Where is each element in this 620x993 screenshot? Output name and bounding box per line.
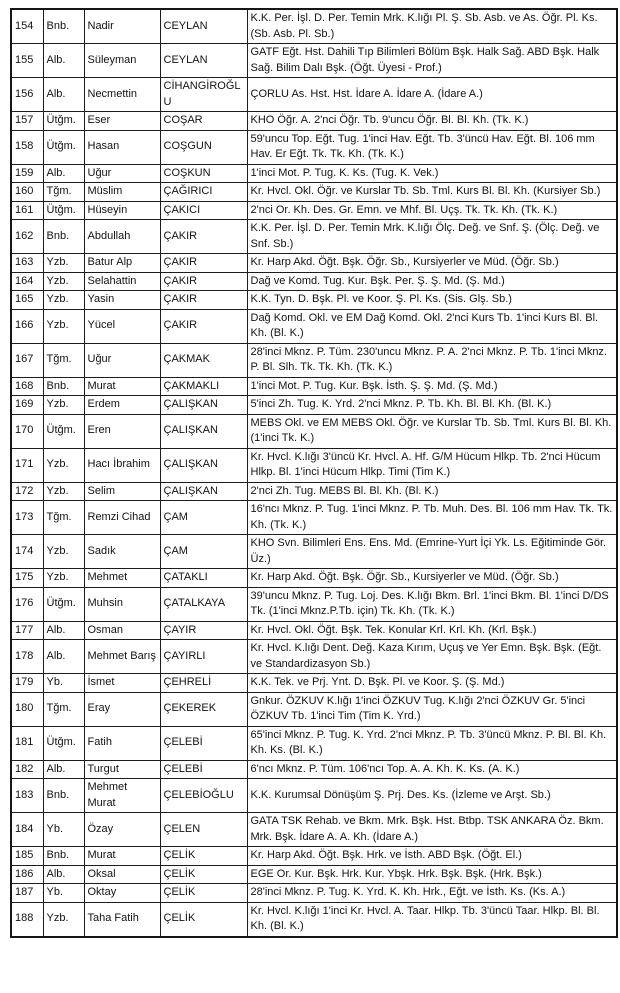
assignment-cell: K.K. Per. İşl. D. Per. Temin Mrk. K.lığı Pl. Ş. Sb. Asb. ve As. Öğr. Pl. Ks. (Sb. Asb. Pl. Sb.) xyxy=(247,9,617,44)
rank-cell: Alb. xyxy=(43,640,84,674)
assignment-cell: 28'inci Mknz. P. Tüm. 230'uncu Mknz. P. A. 2'nci Mknz. P. Tb. 1'inci Mknz. P. Bl. Slh. Tk. Tk. Kh. (Tk. K.) xyxy=(247,343,617,377)
rank-cell: Ütğm. xyxy=(43,201,84,220)
table-row xyxy=(11,813,617,847)
table-row xyxy=(11,9,617,44)
last-name-cell: COŞAR xyxy=(160,112,247,131)
rank-cell: Alb. xyxy=(43,164,84,183)
table-row xyxy=(11,448,617,482)
first-name-cell: Yasin xyxy=(84,291,160,310)
rank-cell: Yzb. xyxy=(43,254,84,273)
table-row xyxy=(11,621,617,640)
assignment-cell: K.K. Per. İşl. D. Per. Temin Mrk. K.lığı Ölç. Değ. ve Snf. Ş. (Ölç. Değ. ve Snf. Sb.) xyxy=(247,220,617,254)
rank-cell: Yzb. xyxy=(43,569,84,588)
assignment-cell: K.K. Tek. ve Prj. Ynt. D. Bşk. Pl. ve Koor. Ş. (Ş. Md.) xyxy=(247,674,617,693)
table-row xyxy=(11,201,617,220)
row-number-cell: 174 xyxy=(11,535,43,569)
first-name-cell: Selim xyxy=(84,482,160,501)
last-name-cell: ÇAM xyxy=(160,501,247,535)
row-number-cell: 159 xyxy=(11,164,43,183)
first-name-cell: Oktay xyxy=(84,884,160,903)
table-row xyxy=(11,569,617,588)
last-name-cell: ÇELEN xyxy=(160,813,247,847)
rank-cell: Yzb. xyxy=(43,482,84,501)
first-name-cell: Mehmet xyxy=(84,569,160,588)
row-number-cell: 186 xyxy=(11,865,43,884)
assignment-cell: 2'nci Or. Kh. Des. Gr. Emn. ve Mhf. Bl. Uçş. Tk. Tk. Kh. (Tk. K.) xyxy=(247,201,617,220)
assignment-cell: Kr. Harp Akd. Öğt. Bşk. Öğr. Sb., Kursiyerler ve Müd. (Öğr. Sb.) xyxy=(247,254,617,273)
last-name-cell: ÇATAKLI xyxy=(160,569,247,588)
assignment-cell: 5'inci Zh. Tug. K. Yrd. 2'nci Mknz. P. Tb. Kh. Bl. Bl. Kh. (Bl. K.) xyxy=(247,396,617,415)
last-name-cell: ÇAKIR xyxy=(160,272,247,291)
table-row xyxy=(11,847,617,866)
rank-cell: Bnb. xyxy=(43,847,84,866)
last-name-cell: CİHANGİROĞLU xyxy=(160,78,247,112)
table-row xyxy=(11,501,617,535)
row-number-cell: 178 xyxy=(11,640,43,674)
assignment-cell: GATF Eğt. Hst. Dahili Tıp Bilimleri Bölüm Bşk. Halk Sağ. ABD Bşk. Halk Sağ. Bilim Dalı Bşk. (Öğt. Üyesi - Prof.) xyxy=(247,44,617,78)
last-name-cell: ÇAYIRLI xyxy=(160,640,247,674)
table-row xyxy=(11,726,617,760)
assignment-cell: 65'inci Mknz. P. Tug. K. Yrd. 2'nci Mknz. P. Tb. 3'üncü Mknz. P. Bl. Bl. Kh. Kh. Ks. (Bl. K.) xyxy=(247,726,617,760)
assignment-cell: Kr. Harp Akd. Öğt. Bşk. Öğr. Sb., Kursiyerler ve Müd. (Öğr. Sb.) xyxy=(247,569,617,588)
last-name-cell: ÇELİK xyxy=(160,847,247,866)
assignment-cell: 28'inci Mknz. P. Tug. K. Yrd. K. Kh. Hrk., Eğt. ve İsth. Ks. (Ks. A.) xyxy=(247,884,617,903)
first-name-cell: Murat xyxy=(84,847,160,866)
last-name-cell: ÇALIŞKAN xyxy=(160,396,247,415)
rank-cell: Yzb. xyxy=(43,535,84,569)
rank-cell: Alb. xyxy=(43,44,84,78)
first-name-cell: Mehmet Murat xyxy=(84,779,160,813)
row-number-cell: 165 xyxy=(11,291,43,310)
first-name-cell: Remzi Cihad xyxy=(84,501,160,535)
last-name-cell: ÇAKIR xyxy=(160,309,247,343)
first-name-cell: Taha Fatih xyxy=(84,902,160,937)
last-name-cell: ÇAKIR xyxy=(160,291,247,310)
rank-cell: Tğm. xyxy=(43,343,84,377)
table-row xyxy=(11,396,617,415)
row-number-cell: 180 xyxy=(11,692,43,726)
assignment-cell: 16'ncı Mknz. P. Tug. 1'inci Mknz. P. Tb. Muh. Des. Bl. 106 mm Hav. Tk. Tk. Kh. (Tk. K.) xyxy=(247,501,617,535)
table-row xyxy=(11,44,617,78)
table-row xyxy=(11,779,617,813)
first-name-cell: Nadir xyxy=(84,9,160,44)
assignment-cell: K.K. Kurumsal Dönüşüm Ş. Prj. Des. Ks. (İzleme ve Arşt. Sb.) xyxy=(247,779,617,813)
last-name-cell: ÇATALKAYA xyxy=(160,587,247,621)
row-number-cell: 171 xyxy=(11,448,43,482)
first-name-cell: Yücel xyxy=(84,309,160,343)
row-number-cell: 176 xyxy=(11,587,43,621)
row-number-cell: 168 xyxy=(11,377,43,396)
first-name-cell: Abdullah xyxy=(84,220,160,254)
table-row xyxy=(11,884,617,903)
assignment-cell: Gnkur. ÖZKUV K.lığı 1'inci ÖZKUV Tug. K.lığı 2'nci ÖZKUV Gr. 5'inci ÖZKUV Tb. 1'inci Tim (Tim K. Yrd.) xyxy=(247,692,617,726)
rank-cell: Tğm. xyxy=(43,183,84,202)
last-name-cell: ÇAKICI xyxy=(160,201,247,220)
row-number-cell: 167 xyxy=(11,343,43,377)
first-name-cell: Batur Alp xyxy=(84,254,160,273)
last-name-cell: CEYLAN xyxy=(160,9,247,44)
row-number-cell: 154 xyxy=(11,9,43,44)
first-name-cell: Eser xyxy=(84,112,160,131)
first-name-cell: İsmet xyxy=(84,674,160,693)
table-row xyxy=(11,674,617,693)
row-number-cell: 185 xyxy=(11,847,43,866)
rank-cell: Yzb. xyxy=(43,902,84,937)
assignment-cell: 1'inci Mot. P. Tug. Kur. Bşk. İsth. Ş. Ş. Md. (Ş. Md.) xyxy=(247,377,617,396)
assignment-cell: 6'ncı Mknz. P. Tüm. 106'ncı Top. A. A. Kh. K. Ks. (A. K.) xyxy=(247,760,617,779)
assignment-cell: Dağ Komd. Okl. ve EM Dağ Komd. Okl. 2'nci Kurs Tb. 1'inci Kurs Bl. Bl. Kh. (Bl. K.) xyxy=(247,309,617,343)
first-name-cell: Muhsin xyxy=(84,587,160,621)
rank-cell: Yzb. xyxy=(43,309,84,343)
first-name-cell: Eren xyxy=(84,414,160,448)
assignment-cell: 39'uncu Mknz. P. Tug. Loj. Des. K.lığı Bkm. Brl. 1'inci Bkm. Bl. 1'inci D/DS Tk. (1'inci Mknz.P.Tb. için) Tk. Kh. (Tk. K.) xyxy=(247,587,617,621)
row-number-cell: 177 xyxy=(11,621,43,640)
row-number-cell: 182 xyxy=(11,760,43,779)
assignment-cell: Kr. Hvcl. K.lığı Dent. Değ. Kaza Kırım, Uçuş ve Yer Emn. Bşk. Bşk. (Eğt. ve Standardizasyon Sb.) xyxy=(247,640,617,674)
first-name-cell: Murat xyxy=(84,377,160,396)
assignment-cell: Kr. Harp Akd. Öğt. Bşk. Hrk. ve İsth. ABD Bşk. (Öğt. El.) xyxy=(247,847,617,866)
table-row xyxy=(11,78,617,112)
assignment-cell: Kr. Hvcl. Okl. Öğt. Bşk. Tek. Konular Krl. Krl. Kh. (Krl. Bşk.) xyxy=(247,621,617,640)
row-number-cell: 164 xyxy=(11,272,43,291)
last-name-cell: ÇELEBİOĞLU xyxy=(160,779,247,813)
assignment-cell: 59'uncu Top. Eğt. Tug. 1'inci Hav. Eğt. Tb. 3'üncü Hav. Eğt. Bl. 106 mm Hav. Er Eğt. Tk. Tk. Kh. (Tk. K.) xyxy=(247,130,617,164)
first-name-cell: Erdem xyxy=(84,396,160,415)
personnel-table xyxy=(10,8,618,938)
last-name-cell: ÇEHRELİ xyxy=(160,674,247,693)
assignment-cell: Kr. Hvcl. K.lığı 1'inci Kr. Hvcl. A. Taar. Hlkp. Tb. 3'üncü Taar. Hlkp. Bl. Bl. Kh. (Bl. K.) xyxy=(247,902,617,937)
table-row xyxy=(11,183,617,202)
table-row xyxy=(11,760,617,779)
row-number-cell: 156 xyxy=(11,78,43,112)
row-number-cell: 157 xyxy=(11,112,43,131)
first-name-cell: Hacı İbrahim xyxy=(84,448,160,482)
first-name-cell: Sadık xyxy=(84,535,160,569)
first-name-cell: Hüseyin xyxy=(84,201,160,220)
assignment-cell: ÇORLU As. Hst. Hst. İdare A. İdare A. (İdare A.) xyxy=(247,78,617,112)
rank-cell: Alb. xyxy=(43,78,84,112)
rank-cell: Yb. xyxy=(43,884,84,903)
last-name-cell: ÇAKMAKLI xyxy=(160,377,247,396)
rank-cell: Bnb. xyxy=(43,779,84,813)
first-name-cell: Süleyman xyxy=(84,44,160,78)
row-number-cell: 169 xyxy=(11,396,43,415)
last-name-cell: ÇELEBİ xyxy=(160,760,247,779)
table-row xyxy=(11,377,617,396)
first-name-cell: Turgut xyxy=(84,760,160,779)
row-number-cell: 161 xyxy=(11,201,43,220)
rank-cell: Ütğm. xyxy=(43,726,84,760)
table-row xyxy=(11,343,617,377)
rank-cell: Yzb. xyxy=(43,396,84,415)
first-name-cell: Mehmet Barış xyxy=(84,640,160,674)
table-row xyxy=(11,587,617,621)
last-name-cell: COŞGUN xyxy=(160,130,247,164)
rank-cell: Yb. xyxy=(43,813,84,847)
rank-cell: Yb. xyxy=(43,674,84,693)
first-name-cell: Özay xyxy=(84,813,160,847)
last-name-cell: ÇAKIR xyxy=(160,220,247,254)
row-number-cell: 162 xyxy=(11,220,43,254)
last-name-cell: ÇELİK xyxy=(160,865,247,884)
assignment-cell: 1'inci Mot. P. Tug. K. Ks. (Tug. K. Vek.) xyxy=(247,164,617,183)
table-row xyxy=(11,692,617,726)
rank-cell: Bnb. xyxy=(43,9,84,44)
row-number-cell: 179 xyxy=(11,674,43,693)
first-name-cell: Osman xyxy=(84,621,160,640)
assignment-cell: K.K. Tyn. D. Bşk. Pl. ve Koor. Ş. Pl. Ks. (Sis. Glş. Sb.) xyxy=(247,291,617,310)
rank-cell: Ütğm. xyxy=(43,112,84,131)
last-name-cell: CEYLAN xyxy=(160,44,247,78)
first-name-cell: Uğur xyxy=(84,164,160,183)
table-row xyxy=(11,535,617,569)
table-row xyxy=(11,272,617,291)
rank-cell: Ütğm. xyxy=(43,130,84,164)
first-name-cell: Necmettin xyxy=(84,78,160,112)
table-row xyxy=(11,112,617,131)
assignment-cell: Kr. Hvcl. Okl. Öğr. ve Kurslar Tb. Sb. Tml. Kurs Bl. Bl. Kh. (Kursiyer Sb.) xyxy=(247,183,617,202)
row-number-cell: 163 xyxy=(11,254,43,273)
row-number-cell: 172 xyxy=(11,482,43,501)
row-number-cell: 155 xyxy=(11,44,43,78)
last-name-cell: ÇALIŞKAN xyxy=(160,448,247,482)
assignment-cell: Kr. Hvcl. K.lığı 3'üncü Kr. Hvcl. A. Hf. G/M Hücum Hlkp. Tb. 2'nci Hücum Hlkp. Bl. 1'inci Hücum Hlkp. Timi (Tim K.) xyxy=(247,448,617,482)
rank-cell: Bnb. xyxy=(43,377,84,396)
rank-cell: Tğm. xyxy=(43,501,84,535)
row-number-cell: 173 xyxy=(11,501,43,535)
first-name-cell: Eray xyxy=(84,692,160,726)
first-name-cell: Oksal xyxy=(84,865,160,884)
table-row xyxy=(11,130,617,164)
assignment-cell: GATA TSK Rehab. ve Bkm. Mrk. Bşk. Hst. Btbp. TSK ANKARA Öz. Bkm. Mrk. Bşk. İdare A. A. Kh. (İdare A.) xyxy=(247,813,617,847)
table-row xyxy=(11,309,617,343)
first-name-cell: Hasan xyxy=(84,130,160,164)
row-number-cell: 183 xyxy=(11,779,43,813)
row-number-cell: 160 xyxy=(11,183,43,202)
first-name-cell: Selahattin xyxy=(84,272,160,291)
rank-cell: Ütğm. xyxy=(43,414,84,448)
table-row xyxy=(11,164,617,183)
assignment-cell: KHO Svn. Bilimleri Ens. Ens. Md. (Emrine-Yurt İçi Yk. Ls. Eğitiminde Gör. Üz.) xyxy=(247,535,617,569)
last-name-cell: ÇALIŞKAN xyxy=(160,414,247,448)
rank-cell: Alb. xyxy=(43,621,84,640)
last-name-cell: ÇAKIR xyxy=(160,254,247,273)
row-number-cell: 175 xyxy=(11,569,43,588)
table-row xyxy=(11,254,617,273)
table-row xyxy=(11,865,617,884)
table-row xyxy=(11,902,617,937)
row-number-cell: 166 xyxy=(11,309,43,343)
last-name-cell: ÇEKEREK xyxy=(160,692,247,726)
row-number-cell: 187 xyxy=(11,884,43,903)
first-name-cell: Fatih xyxy=(84,726,160,760)
table-row xyxy=(11,482,617,501)
rank-cell: Alb. xyxy=(43,760,84,779)
row-number-cell: 188 xyxy=(11,902,43,937)
assignment-cell: 2'nci Zh. Tug. MEBS Bl. Bl. Kh. (Bl. K.) xyxy=(247,482,617,501)
row-number-cell: 158 xyxy=(11,130,43,164)
first-name-cell: Uğur xyxy=(84,343,160,377)
rank-cell: Bnb. xyxy=(43,220,84,254)
row-number-cell: 181 xyxy=(11,726,43,760)
last-name-cell: ÇELEBİ xyxy=(160,726,247,760)
rank-cell: Yzb. xyxy=(43,448,84,482)
assignment-cell: EGE Or. Kur. Bşk. Hrk. Kur. Ybşk. Hrk. Bşk. Bşk. (Hrk. Bşk.) xyxy=(247,865,617,884)
last-name-cell: ÇALIŞKAN xyxy=(160,482,247,501)
last-name-cell: ÇELİK xyxy=(160,902,247,937)
last-name-cell: ÇAKMAK xyxy=(160,343,247,377)
rank-cell: Yzb. xyxy=(43,291,84,310)
row-number-cell: 184 xyxy=(11,813,43,847)
table-row xyxy=(11,220,617,254)
last-name-cell: ÇAYIR xyxy=(160,621,247,640)
first-name-cell: Müslim xyxy=(84,183,160,202)
last-name-cell: ÇELİK xyxy=(160,884,247,903)
rank-cell: Alb. xyxy=(43,865,84,884)
table-row xyxy=(11,291,617,310)
last-name-cell: COŞKUN xyxy=(160,164,247,183)
assignment-cell: MEBS Okl. ve EM MEBS Okl. Öğr. ve Kurslar Tb. Sb. Tml. Kurs Bl. Bl. Kh. (1'inci Tk. K.) xyxy=(247,414,617,448)
rank-cell: Ütğm. xyxy=(43,587,84,621)
last-name-cell: ÇAĞIRICI xyxy=(160,183,247,202)
last-name-cell: ÇAM xyxy=(160,535,247,569)
personnel-table-body xyxy=(11,9,617,937)
table-row xyxy=(11,640,617,674)
rank-cell: Yzb. xyxy=(43,272,84,291)
assignment-cell: Dağ ve Komd. Tug. Kur. Bşk. Per. Ş. Ş. Md. (Ş. Md.) xyxy=(247,272,617,291)
rank-cell: Tğm. xyxy=(43,692,84,726)
assignment-cell: KHO Öğr. A. 2'nci Öğr. Tb. 9'uncu Öğr. Bl. Bl. Kh. (Tk. K.) xyxy=(247,112,617,131)
row-number-cell: 170 xyxy=(11,414,43,448)
table-row xyxy=(11,414,617,448)
